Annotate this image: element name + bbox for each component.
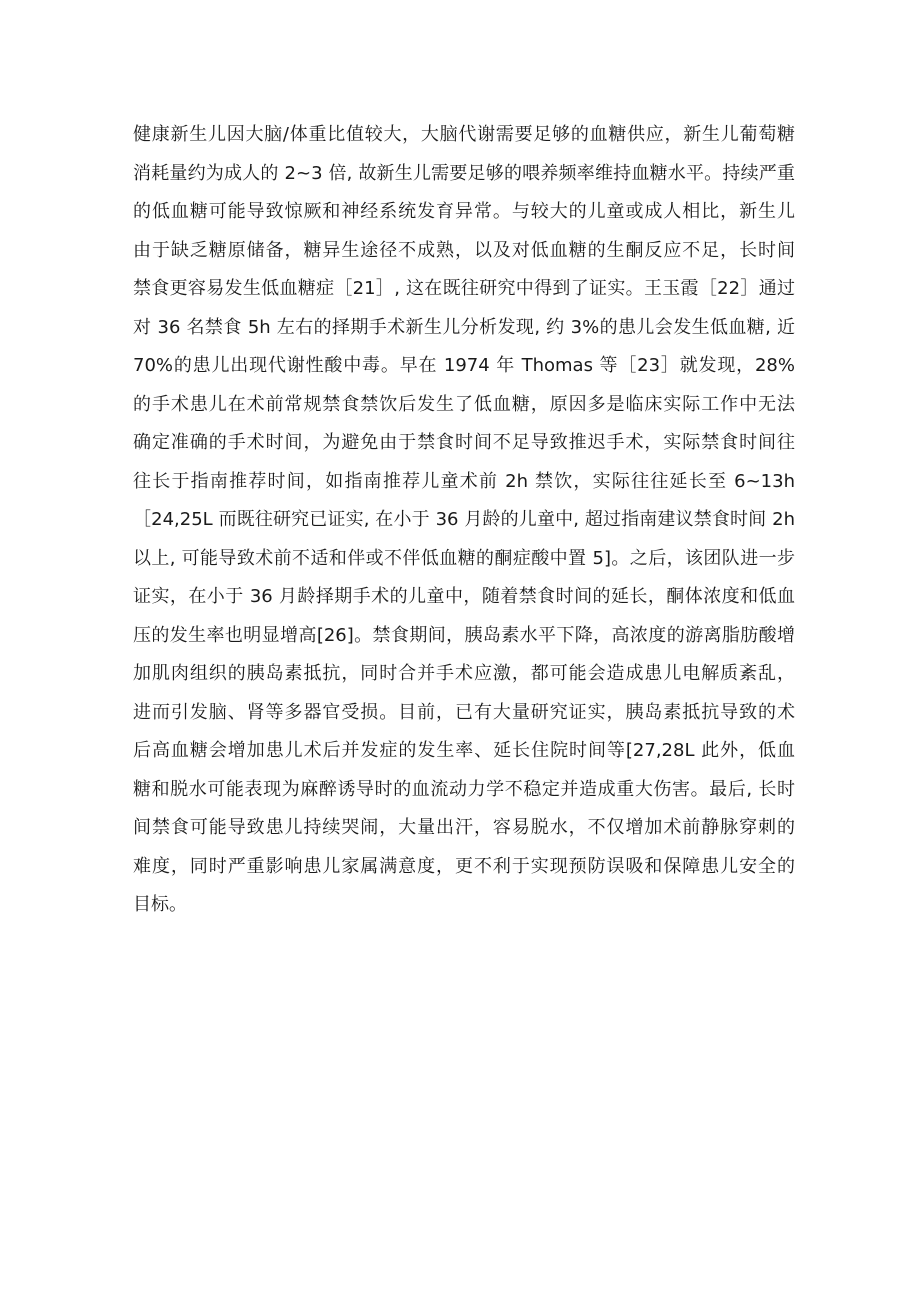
text-line-14: 压的发生率也明显增高[26]。禁食期间，胰岛素水平下降，高浓度的游离脂肪酸增 <box>133 624 795 646</box>
text-line-4: 由于缺乏糖原储备，糖异生途径不成熟，以及对低血糖的生酮反应不足，长时间 <box>133 239 795 261</box>
text-line-20: 难度，同时严重影响患儿家属满意度，更不利于实现预防误吸和保障患儿安全的 <box>133 855 795 877</box>
text-line-5: 禁食更容易发生低血糖症［21］, 这在既往研究中得到了证实。王玉霞［22］通过 <box>133 278 795 299</box>
text-line-2: 消耗量约为成人的 2~3 倍, 故新生儿需要足够的喂养频率维持血糖水平。持续严重 <box>133 162 795 184</box>
text-line-13: 证实，在小于 36 月龄择期手术的儿童中，随着禁食时间的延长，酮体浓度和低血 <box>133 586 795 607</box>
text-line-12: 以上, 可能导致术前不适和伴或不伴低血糖的酮症酸中置 5]。之后，该团队进一步 <box>133 547 795 569</box>
text-line-16: 进而引发脑、肾等多器官受损。目前，已有大量研究证实，胰岛素抵抗导致的术 <box>133 701 795 723</box>
text-line-8: 的手术患儿在术前常规禁食禁饮后发生了低血糖，原因多是临床实际工作中无法 <box>133 393 795 415</box>
text-line-6: 对 36 名禁食 5h 左右的择期手术新生儿分析发现, 约 3%的患儿会发生低血糖, 近 <box>133 316 795 338</box>
text-line-9: 确定准确的手术时间，为避免由于禁食时间不足导致推迟手术，实际禁食时间往 <box>133 432 795 453</box>
text-line-18: 糖和脱水可能表现为麻醉诱导时的血流动力学不稳定并造成重大伤害。最后, 长时 <box>133 778 795 800</box>
text-line-7: 70%的患儿出现代谢性酸中毒。早在 1974 年 Thomas 等［23］就发现，28% <box>133 355 795 376</box>
text-line-15: 加肌肉组织的胰岛素抵抗，同时合并手术应激，都可能会造成患儿电解质紊乱， <box>133 663 795 684</box>
text-line-21: 目标。 <box>133 894 187 915</box>
text-line-11: ［24,25L 而既往研究已证实, 在小于 36 月龄的儿童中, 超过指南建议禁食时间 2h <box>133 509 795 530</box>
text-line-17: 后高血糖会增加患儿术后并发症的发生率、延长住院时间等[27,28L 此外，低血 <box>133 740 795 761</box>
text-line-19: 间禁食可能导致患儿持续哭闹，大量出汗，容易脱水，不仅增加术前静脉穿刺的 <box>133 817 795 838</box>
text-line-1: 健康新生儿因大脑/体重比值较大，大脑代谢需要足够的血糖供应，新生儿葡萄糖 <box>133 124 795 145</box>
text-line-3: 的低血糖可能导致惊厥和神经系统发育异常。与较大的儿童或成人相比，新生儿 <box>133 201 795 222</box>
text-line-10: 往长于指南推荐时间，如指南推荐儿童术前 2h 禁饮，实际往往延长至 6~13h <box>133 470 795 492</box>
body-paragraph <box>133 116 795 925</box>
